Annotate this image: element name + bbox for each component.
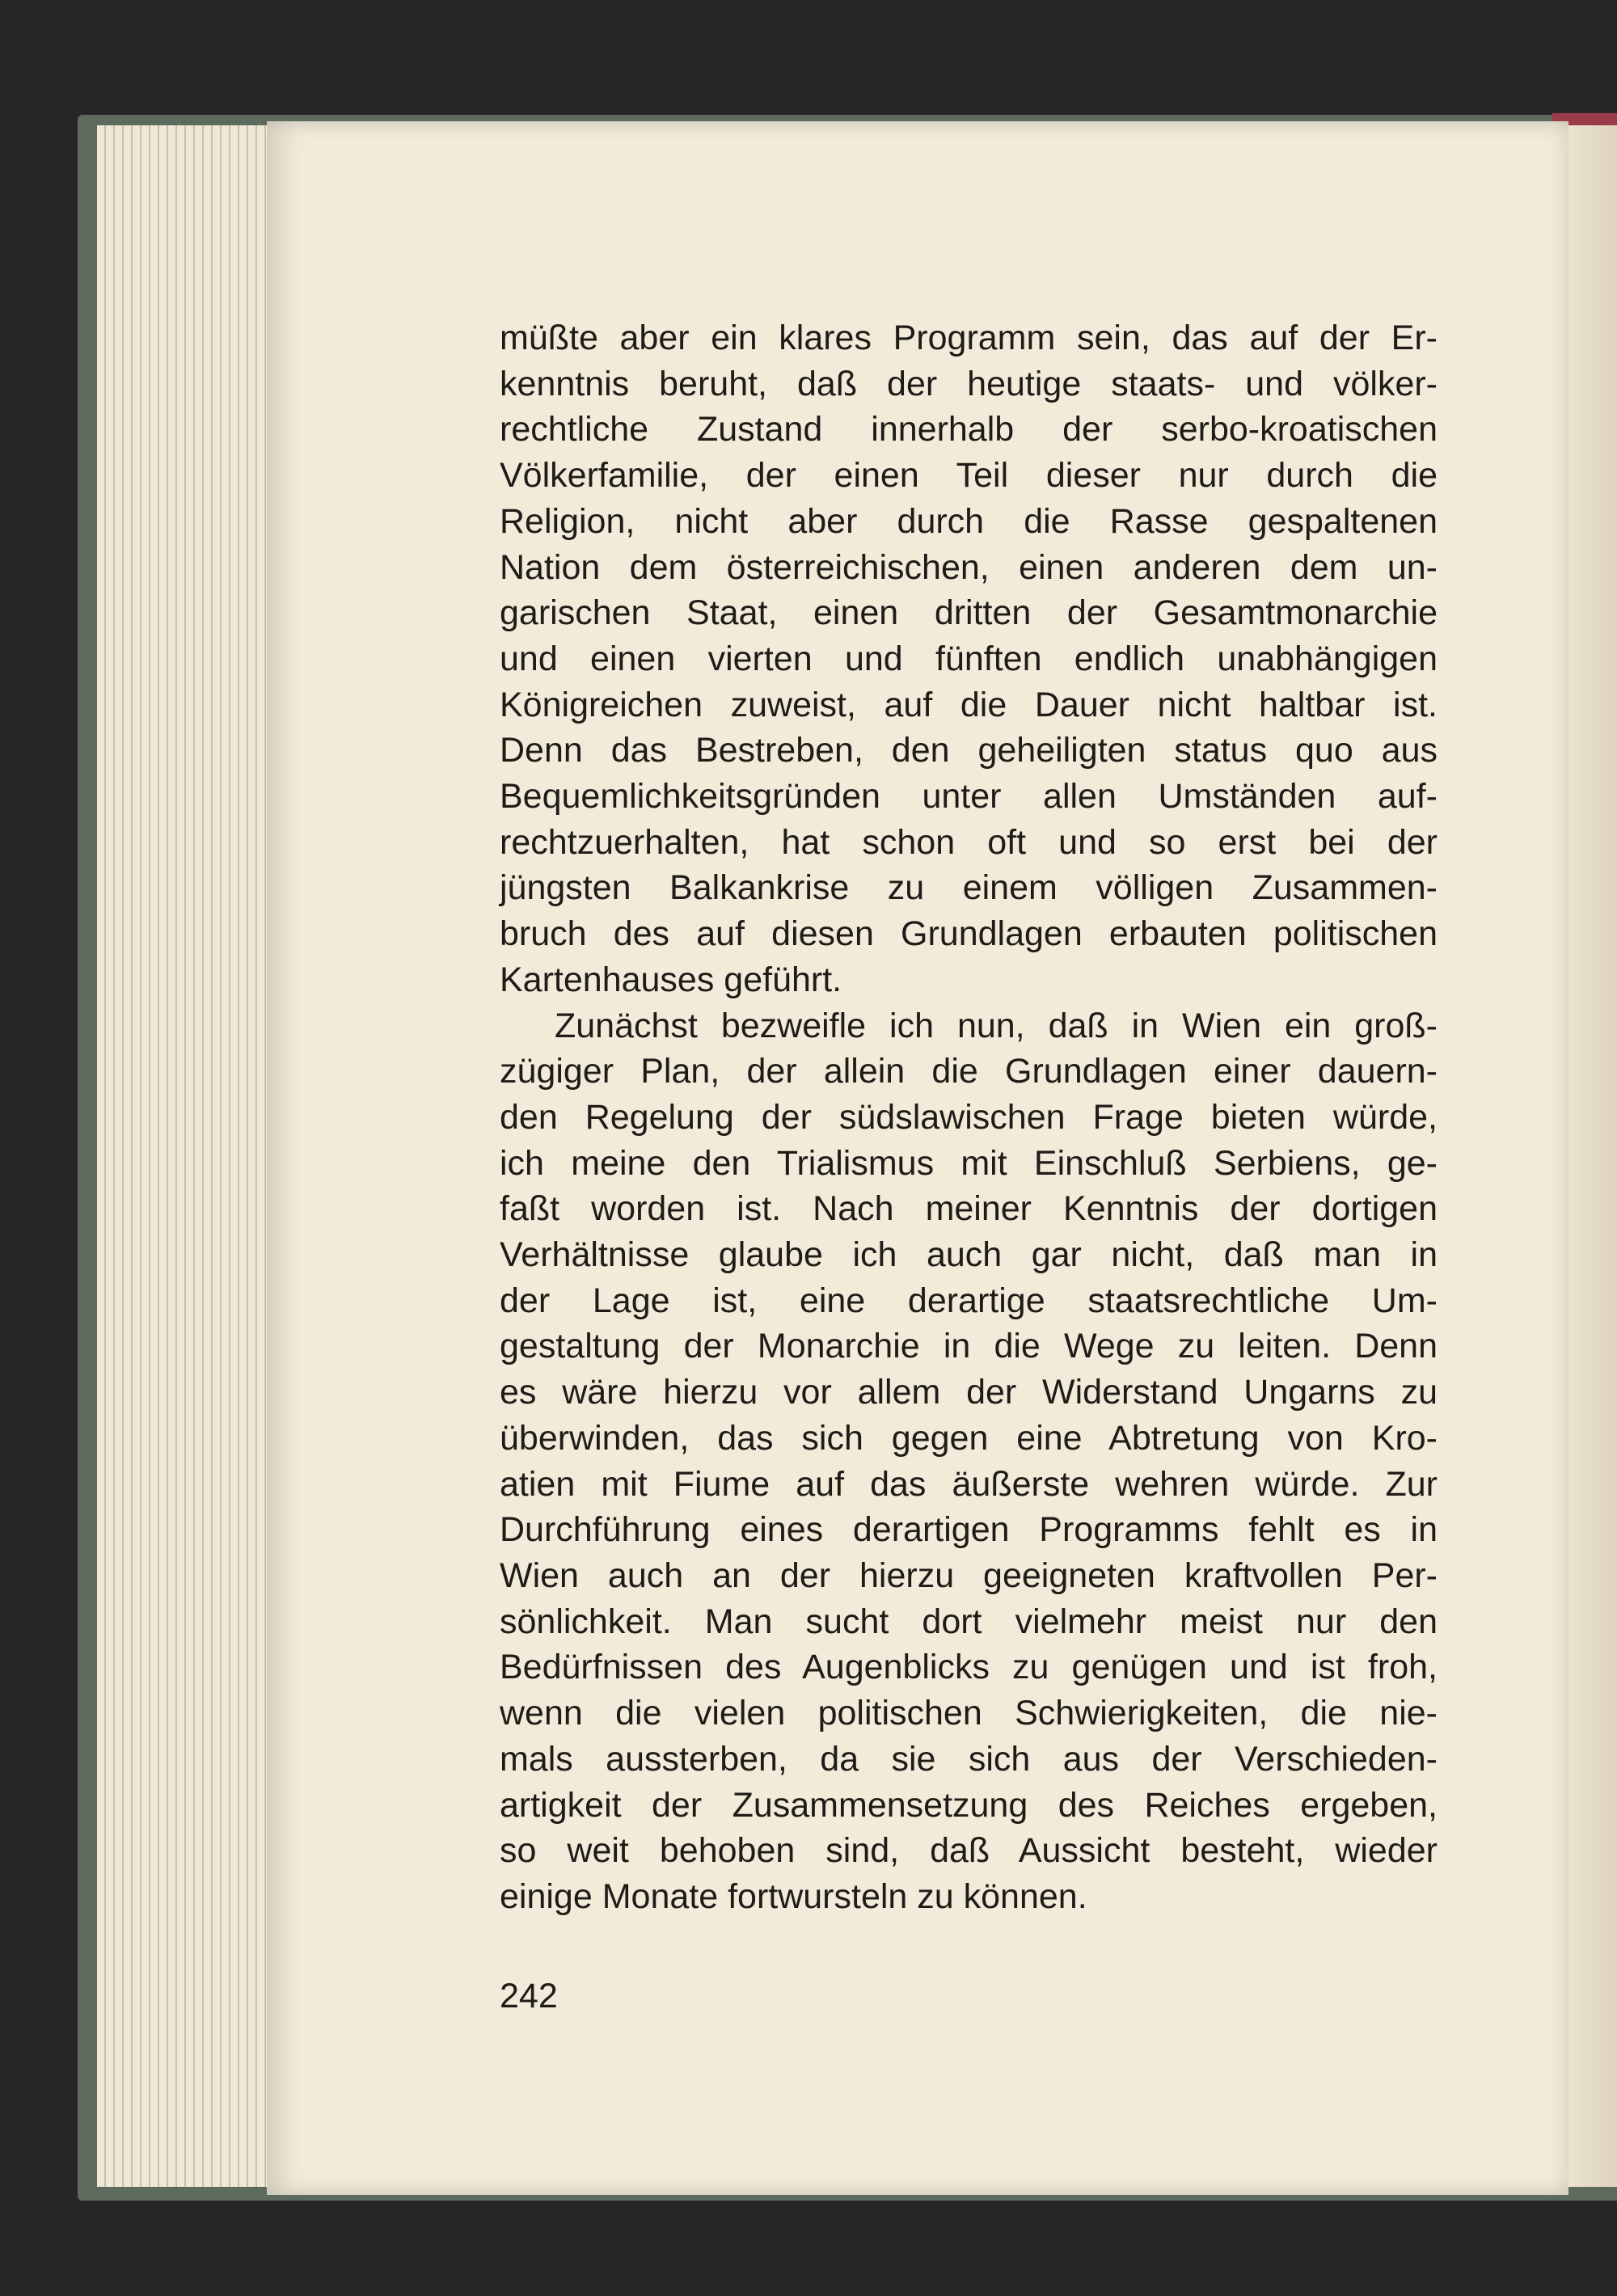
text-line: rechtliche Zustand innerhalb der serbo-kroatischen: [500, 410, 1438, 449]
paragraph: [500, 1003, 1438, 1920]
text-line: jüngsten Balkankrise zu einem völligen Zusammen-: [500, 868, 1438, 908]
text-line: Denn das Bestreben, den geheiligten status quo aus: [500, 731, 1438, 770]
text-line: so weit behoben sind, daß Aussicht besteht, wieder: [500, 1831, 1438, 1871]
text-line: es wäre hierzu vor allem der Widerstand Ungarns zu: [500, 1373, 1438, 1412]
text-line: Religion, nicht aber durch die Rasse gespaltenen: [500, 501, 1438, 541]
text-line: den Regelung der südslawischen Frage bieten würde,: [500, 1097, 1438, 1137]
text-line: überwinden, das sich gegen eine Abtretung von Kro-: [500, 1418, 1438, 1458]
text-line: bruch des auf diesen Grundlagen erbauten politischen: [500, 914, 1438, 954]
page-edges: [97, 125, 283, 2187]
next-page-edge: [1564, 125, 1617, 2187]
text-line: atien mit Fiume auf das äußerste wehren würde. Zur: [500, 1464, 1438, 1504]
text-line: der Lage ist, eine derartige staatsrechtliche Um-: [500, 1281, 1438, 1320]
text-line: gestaltung der Monarchie in die Wege zu leiten. Denn: [500, 1327, 1438, 1366]
text-line: einige Monate fortwursteln zu können.: [500, 1876, 1087, 1916]
text-line: Nation dem österreichischen, einen anderen dem un-: [500, 547, 1438, 587]
text-line: mals aussterben, da sie sich aus der Verschieden-: [500, 1739, 1438, 1779]
paragraph: [500, 315, 1438, 1003]
text-line: Kartenhauses geführt.: [500, 960, 842, 999]
text-line: Verhältnisse glaube ich auch gar nicht, daß man in: [500, 1235, 1438, 1275]
text-line: artigkeit der Zusammensetzung des Reiches ergeben,: [500, 1785, 1438, 1825]
text-line: Bedürfnissen des Augenblicks zu genügen und ist froh,: [500, 1648, 1438, 1687]
text-line: rechtzuerhalten, hat schon oft und so erst bei der: [500, 822, 1438, 862]
text-line: zügiger Plan, der allein die Grundlagen einer dauern-: [500, 1052, 1438, 1091]
text-line: Völkerfamilie, der einen Teil dieser nur durch die: [500, 456, 1438, 496]
text-line: ich meine den Trialismus mit Einschluß Serbiens, ge-: [500, 1143, 1438, 1183]
text-line: Königreichen zuweist, auf die Dauer nicht haltbar ist.: [500, 685, 1438, 724]
text-line: müßte aber ein klares Programm sein, das auf der Er-: [500, 319, 1438, 357]
text-line: faßt worden ist. Nach meiner Kenntnis der dortigen: [500, 1189, 1438, 1229]
text-line: Durchführung eines derartigen Programms fehlt es in: [500, 1510, 1438, 1550]
text-line: Bequemlichkeitsgründen unter allen Umständen auf-: [500, 777, 1438, 817]
text-line: sönlichkeit. Man sucht dort vielmehr meist nur den: [500, 1602, 1438, 1641]
text-line: und einen vierten und fünften endlich unabhängigen: [500, 639, 1438, 678]
text-line: kenntnis beruht, daß der heutige staats- und völker-: [500, 364, 1438, 403]
page-text: [500, 315, 1438, 1920]
text-line: Zunächst bezweifle ich nun, daß in Wien ein groß-: [555, 1006, 1438, 1045]
text-line: Wien auch an der hierzu geeigneten kraftvollen Per-: [500, 1555, 1438, 1595]
page-number: 242: [500, 1977, 558, 2015]
text-line: wenn die vielen politischen Schwierigkeiten, die nie-: [500, 1694, 1438, 1733]
text-line: garischen Staat, einen dritten der Gesamtmonarchie: [500, 593, 1438, 633]
